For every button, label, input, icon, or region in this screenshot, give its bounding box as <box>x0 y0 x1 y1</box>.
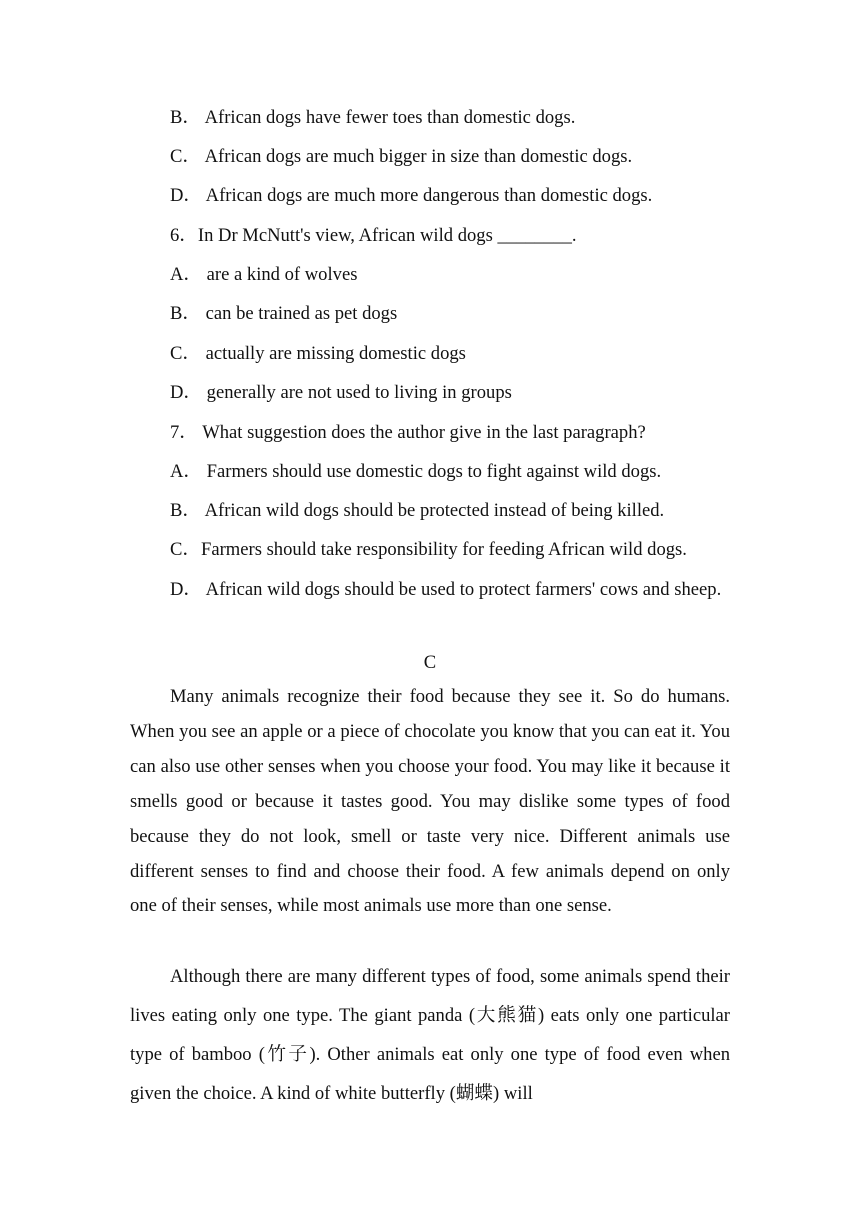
q7-option-a: A． Farmers should use domestic dogs to fight against wild dogs. <box>170 461 662 482</box>
q5-option-c: C． African dogs are much bigger in size than domestic dogs. <box>170 146 633 167</box>
q6-option-b: B． can be trained as pet dogs <box>170 303 398 324</box>
q7-option-b: B． African wild dogs should be protected instead of being killed. <box>170 500 665 521</box>
q7-stem: 7． What suggestion does the author give in the last paragraph? <box>170 422 646 443</box>
paragraph-1: Many animals recognize their food because they see it. So do humans. When you see an apple or a piece of chocolate you know that you can eat it. You can also use other senses when you choose your food. You may like it because it smells good or because it tastes good. You may dislike some types of food because they do not look, smell or taste very nice. Different animals use different senses to find and choose their food. A few animals depend on only one of their senses, while most animals use more than one sense. <box>130 686 730 917</box>
section-heading: C <box>423 652 437 673</box>
q5-option-b: B． African dogs have fewer toes than domestic dogs. <box>170 107 576 128</box>
q5-option-d: D． African dogs are much more dangerous than domestic dogs. <box>170 185 653 206</box>
q6-option-c: C． actually are missing domestic dogs <box>170 343 466 364</box>
q6-stem: 6．In Dr McNutt's view, African wild dogs ________. <box>170 225 577 246</box>
q7-option-d: D． African wild dogs should be used to protect farmers' cows and sheep. <box>170 579 722 600</box>
paragraph-2: Although there are many different types of food, some animals spend their lives eating only one type. The giant panda (大熊猫) eats only one particular type of bamboo (竹子). Other animals eat only one type of food even when given the choice. A kind of white butterfly (蝴蝶) will <box>130 966 730 1104</box>
q6-option-a: A． are a kind of wolves <box>170 264 358 285</box>
q7-option-c: C．Farmers should take responsibility for feeding African wild dogs. <box>170 539 687 560</box>
q6-option-d: D． generally are not used to living in groups <box>170 382 512 403</box>
